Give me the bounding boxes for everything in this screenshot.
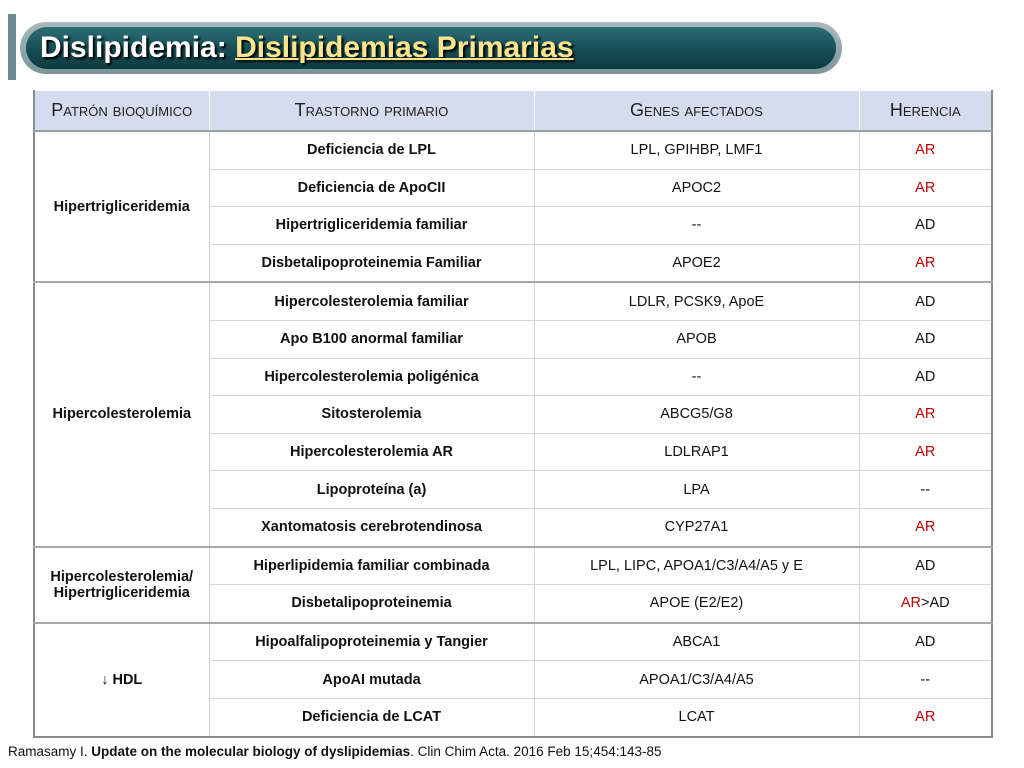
trastorno-cell: Disbetalipoproteinemia (209, 585, 534, 623)
title-main: Dislipidemia (40, 31, 217, 64)
trastorno-cell: Sitosterolemia (209, 396, 534, 434)
genes-cell: -- (534, 207, 859, 245)
header-patron: Patrón bioquímico (34, 91, 209, 132)
herencia-cell: AD (859, 358, 992, 396)
trastorno-cell: Hipercolesterolemia familiar (209, 282, 534, 320)
herencia-cell: -- (859, 471, 992, 509)
herencia-cell: AR>AD (859, 585, 992, 623)
table-row (34, 282, 992, 320)
herencia-cell: AR (859, 169, 992, 207)
dyslipidemia-table-container (33, 90, 991, 738)
trastorno-cell: ApoAI mutada (209, 661, 534, 699)
genes-cell: LPA (534, 471, 859, 509)
trastorno-cell: Hipercolesterolemia poligénica (209, 358, 534, 396)
table-body (34, 131, 992, 737)
genes-cell: -- (534, 358, 859, 396)
header-trastorno: Trastorno primario (209, 91, 534, 132)
herencia-cell: AD (859, 320, 992, 358)
genes-cell: APOE2 (534, 244, 859, 282)
pattern-cell: Hipercolesterolemia/ Hipertrigliceridemia (34, 547, 209, 623)
herencia-cell: AR (859, 698, 992, 736)
herencia-cell: AD (859, 623, 992, 661)
genes-cell: LPL, LIPC, APOA1/C3/A4/A5 y E (534, 547, 859, 585)
header-genes: Genes afectados (534, 91, 859, 132)
citation-rest: . Clin Chim Acta. 2016 Feb 15;454:143-85 (410, 744, 662, 759)
genes-cell: APOB (534, 320, 859, 358)
pattern-cell: ↓ HDL (34, 623, 209, 737)
genes-cell: LDLR, PCSK9, ApoE (534, 282, 859, 320)
title-separator: : (216, 31, 227, 64)
genes-cell: CYP27A1 (534, 508, 859, 546)
header-row (34, 91, 992, 132)
header-herencia: Herencia (859, 91, 992, 132)
citation-author: Ramasamy I. (8, 744, 92, 759)
genes-cell: LDLRAP1 (534, 433, 859, 471)
trastorno-cell: Hipercolesterolemia AR (209, 433, 534, 471)
herencia-cell: AD (859, 282, 992, 320)
trastorno-cell: Xantomatosis cerebrotendinosa (209, 508, 534, 546)
table-row (34, 131, 992, 169)
trastorno-cell: Lipoproteína (a) (209, 471, 534, 509)
genes-cell: LPL, GPIHBP, LMF1 (534, 131, 859, 169)
pattern-cell: Hipertrigliceridemia (34, 131, 209, 282)
herencia-cell: AR (859, 508, 992, 546)
genes-cell: APOC2 (534, 169, 859, 207)
pattern-cell: Hipercolesterolemia (34, 282, 209, 546)
herencia-cell: -- (859, 661, 992, 699)
genes-cell: ABCG5/G8 (534, 396, 859, 434)
genes-cell: APOE (E2/E2) (534, 585, 859, 623)
trastorno-cell: Hipertrigliceridemia familiar (209, 207, 534, 245)
genes-cell: ABCA1 (534, 623, 859, 661)
dyslipidemia-table (33, 90, 993, 738)
trastorno-cell: Deficiencia de LPL (209, 131, 534, 169)
citation-article: Update on the molecular biology of dyslipidemias (91, 744, 411, 759)
genes-cell: APOA1/C3/A4/A5 (534, 661, 859, 699)
citation (8, 744, 662, 759)
herencia-cell: AR (859, 244, 992, 282)
trastorno-cell: Deficiencia de LCAT (209, 698, 534, 736)
herencia-cell: AR (859, 396, 992, 434)
table-row (34, 547, 992, 585)
trastorno-cell: Hiperlipidemia familiar combinada (209, 547, 534, 585)
herencia-cell: AR (859, 433, 992, 471)
trastorno-cell: Deficiencia de ApoCII (209, 169, 534, 207)
title-accent-bar (8, 14, 16, 80)
trastorno-cell: Disbetalipoproteinemia Familiar (209, 244, 534, 282)
herencia-cell: AD (859, 207, 992, 245)
trastorno-cell: Apo B100 anormal familiar (209, 320, 534, 358)
genes-cell: LCAT (534, 698, 859, 736)
title-subtitle: Dislipidemias Primarias (235, 31, 574, 64)
trastorno-cell: Hipoalfalipoproteinemia y Tangier (209, 623, 534, 661)
table-row (34, 623, 992, 661)
herencia-cell: AR (859, 131, 992, 169)
herencia-cell: AD (859, 547, 992, 585)
page-title (40, 28, 574, 68)
